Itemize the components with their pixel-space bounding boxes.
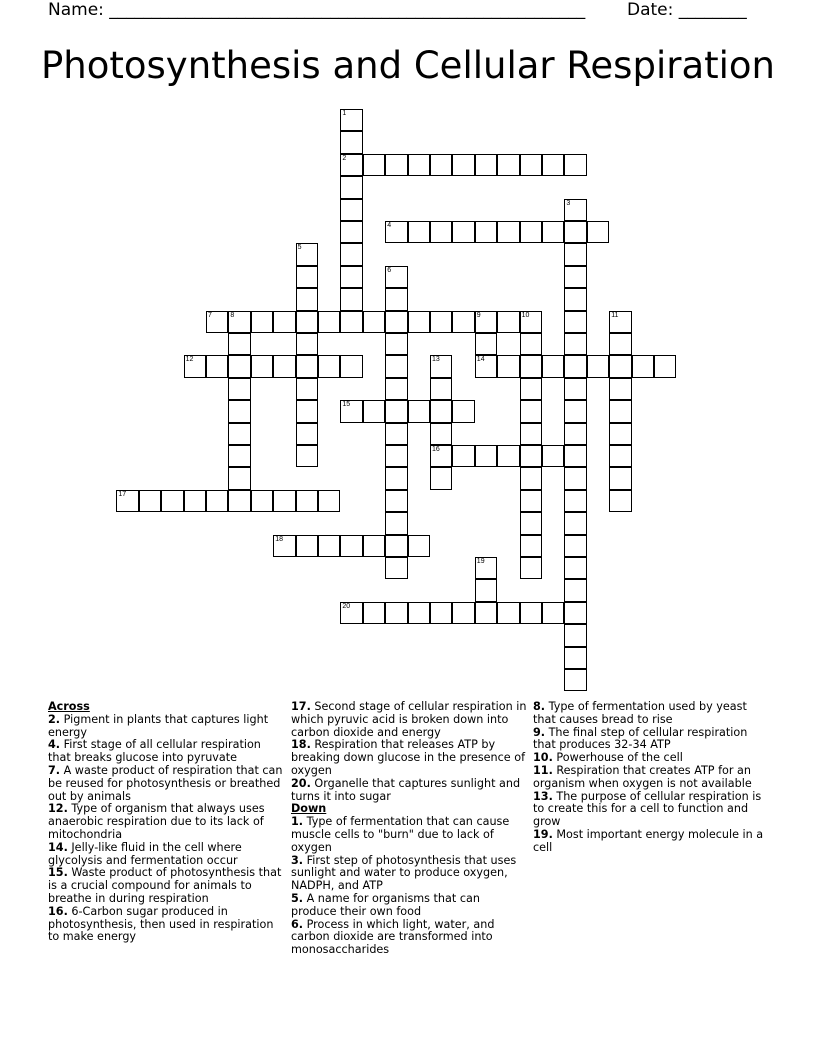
grid-cell[interactable] — [385, 445, 407, 467]
grid-cell[interactable] — [228, 333, 250, 355]
grid-cell[interactable] — [340, 535, 362, 557]
down-clue — [533, 765, 769, 791]
grid-cell[interactable] — [385, 333, 407, 355]
grid-cell[interactable] — [340, 266, 362, 288]
grid-cell[interactable] — [564, 355, 586, 377]
grid-cell[interactable] — [430, 602, 452, 624]
grid-cell[interactable] — [430, 355, 452, 377]
clue-text: Type of fermentation that can cause muscle cells to "burn" due to lack of oxygen — [291, 815, 510, 854]
grid-cell[interactable] — [609, 378, 631, 400]
grid-cell[interactable] — [475, 602, 497, 624]
grid-cell[interactable] — [430, 400, 452, 422]
grid-cell[interactable] — [542, 355, 564, 377]
across-clue — [291, 778, 527, 804]
grid-cell[interactable] — [475, 221, 497, 243]
grid-cell[interactable] — [340, 109, 362, 131]
grid-cell[interactable] — [296, 445, 318, 467]
down-clues-part2 — [533, 701, 769, 855]
clue-text: Jelly-like fluid in the cell where glycolysis and fermentation occur — [48, 840, 242, 867]
clue-number: 11 — [611, 311, 619, 319]
grid-cell[interactable] — [542, 602, 564, 624]
grid-cell[interactable] — [340, 400, 362, 422]
across-clue — [48, 842, 284, 868]
grid-cell[interactable] — [564, 154, 586, 176]
clue-number-label: 14. — [48, 840, 68, 854]
grid-cell[interactable] — [609, 400, 631, 422]
clue-number: 5 — [297, 244, 302, 252]
grid-cell[interactable] — [385, 490, 407, 512]
grid-cell[interactable] — [609, 467, 631, 489]
clues-column-2 — [291, 701, 527, 957]
across-clues-part1 — [48, 714, 284, 944]
grid-cell[interactable] — [609, 311, 631, 333]
grid-cell[interactable] — [363, 154, 385, 176]
grid-cell[interactable] — [564, 624, 586, 646]
clue-number-label: 11. — [533, 763, 553, 777]
grid-cell[interactable] — [340, 243, 362, 265]
grid-cell[interactable] — [296, 490, 318, 512]
clue-number: 15 — [342, 401, 351, 409]
grid-cell[interactable] — [408, 154, 430, 176]
across-clue — [291, 739, 527, 777]
grid-cell[interactable] — [520, 221, 542, 243]
grid-cell[interactable] — [520, 311, 542, 333]
grid-cell[interactable] — [363, 400, 385, 422]
grid-cell[interactable] — [475, 557, 497, 579]
clue-text: Organelle that captures sunlight and turns it into sugar — [291, 776, 521, 803]
grid-cell[interactable] — [340, 221, 362, 243]
grid-cell[interactable] — [430, 445, 452, 467]
across-clue — [48, 803, 284, 841]
grid-cell[interactable] — [564, 602, 586, 624]
clue-text: Type of organism that always uses anaerobic respiration due to its lack of mitochondria — [48, 802, 265, 841]
grid-cell[interactable] — [340, 154, 362, 176]
grid-cell[interactable] — [296, 355, 318, 377]
grid-cell[interactable] — [340, 311, 362, 333]
grid-cell[interactable] — [520, 490, 542, 512]
grid-cell[interactable] — [228, 378, 250, 400]
grid-cell[interactable] — [408, 602, 430, 624]
grid-cell[interactable] — [452, 400, 474, 422]
across-clue — [48, 765, 284, 803]
grid-cell[interactable] — [475, 311, 497, 333]
clue-number-label: 5. — [291, 891, 304, 905]
grid-cell[interactable] — [520, 333, 542, 355]
clue-number: 13 — [432, 356, 440, 364]
clue-number-label: 13. — [533, 789, 553, 803]
grid-cell[interactable] — [497, 445, 519, 467]
grid-cell[interactable] — [340, 602, 362, 624]
page-title: Photosynthesis and Cellular Respiration — [40, 44, 775, 87]
clue-number-label: 20. — [291, 776, 311, 790]
grid-cell[interactable] — [587, 221, 609, 243]
clue-number: 14 — [476, 356, 485, 364]
grid-cell[interactable] — [542, 445, 564, 467]
clue-text: Process in which light, water, and carbon dioxide are transformed into monosaccharides — [291, 917, 495, 957]
grid-cell[interactable] — [273, 490, 295, 512]
down-clue — [291, 919, 527, 957]
grid-cell[interactable] — [452, 602, 474, 624]
grid-cell[interactable] — [452, 311, 474, 333]
clue-number-label: 7. — [48, 763, 61, 777]
clue-text: A waste product of respiration that can be reused for photosynthesis or breathed out by animals — [48, 763, 283, 803]
across-clue — [48, 739, 284, 765]
clue-text: First step of photosynthesis that uses sunlight and water to produce oxygen, NADPH, and ATP — [291, 853, 517, 893]
clue-number-label: 4. — [48, 738, 61, 752]
grid-cell[interactable] — [385, 355, 407, 377]
clue-number: 16 — [432, 446, 440, 453]
clue-number-label: 9. — [533, 725, 546, 739]
clue-number-label: 2. — [48, 712, 61, 726]
grid-cell[interactable] — [408, 400, 430, 422]
grid-cell[interactable] — [228, 423, 250, 445]
grid-cell[interactable] — [564, 333, 586, 355]
grid-cell[interactable] — [520, 535, 542, 557]
grid-cell[interactable] — [564, 467, 586, 489]
clue-text: Respiration that releases ATP by breaking down glucose in the presence of oxygen — [291, 738, 526, 777]
grid-cell[interactable] — [497, 311, 519, 333]
across-clue — [48, 906, 284, 944]
across-clue — [291, 701, 527, 739]
grid-cell[interactable] — [452, 154, 474, 176]
down-clue — [291, 855, 527, 893]
grid-cell[interactable] — [430, 311, 452, 333]
clue-text: 6-Carbon sugar produced in photosynthesis, then used in respiration to make energy — [48, 904, 274, 944]
clue-text: Type of fermentation used by yeast that causes bread to rise — [533, 700, 747, 726]
clue-number: 7 — [208, 311, 212, 319]
grid-cell[interactable] — [385, 288, 407, 310]
grid-cell[interactable] — [609, 423, 631, 445]
grid-cell[interactable] — [296, 333, 318, 355]
clue-text: The purpose of cellular respiration is to create this for a cell to function and grow — [533, 789, 762, 829]
grid-cell[interactable] — [385, 423, 407, 445]
grid-cell[interactable] — [564, 669, 586, 691]
grid-cell[interactable] — [520, 445, 542, 467]
grid-cell[interactable] — [273, 311, 295, 333]
grid-cell[interactable] — [385, 467, 407, 489]
grid-cell[interactable] — [340, 176, 362, 198]
grid-cell[interactable] — [296, 535, 318, 557]
grid-cell[interactable] — [430, 423, 452, 445]
down-clue — [291, 816, 527, 854]
down-clue — [533, 829, 769, 855]
clue-number: 19 — [476, 558, 485, 565]
grid-cell[interactable] — [318, 490, 340, 512]
grid-cell[interactable] — [564, 243, 586, 265]
grid-cell[interactable] — [251, 355, 273, 377]
clues-column-1 — [48, 701, 284, 944]
grid-cell[interactable] — [520, 467, 542, 489]
down-clues-part1 — [291, 816, 527, 957]
clue-number: 10 — [521, 311, 530, 319]
grid-cell[interactable] — [385, 557, 407, 579]
grid-cell[interactable] — [273, 355, 295, 377]
grid-cell[interactable] — [273, 535, 295, 557]
clue-text: A name for organisms that can produce their own food — [291, 891, 480, 918]
clue-number-label: 3. — [291, 853, 304, 867]
grid-cell[interactable] — [564, 535, 586, 557]
grid-cell[interactable] — [609, 333, 631, 355]
grid-cell[interactable] — [385, 535, 407, 557]
clue-number: 3 — [566, 199, 571, 207]
grid-cell[interactable] — [475, 355, 497, 377]
clue-number: 2 — [342, 154, 347, 162]
name-line[interactable]: Name: ________________________________________________________ — [48, 0, 586, 20]
grid-cell[interactable] — [520, 557, 542, 579]
grid-cell[interactable] — [609, 490, 631, 512]
grid-cell[interactable] — [385, 154, 407, 176]
grid-cell[interactable] — [564, 266, 586, 288]
grid-cell[interactable] — [475, 579, 497, 601]
clue-number: 4 — [387, 222, 392, 229]
grid-cell[interactable] — [497, 154, 519, 176]
clue-number: 18 — [275, 535, 283, 543]
grid-cell[interactable] — [251, 490, 273, 512]
clue-text: Waste product of photosynthesis that is a crucial compound for animals to breathe in during respiration — [48, 866, 282, 905]
grid-cell[interactable] — [520, 423, 542, 445]
grid-cell[interactable] — [609, 355, 631, 377]
clue-number-label: 1. — [291, 815, 304, 829]
grid-cell[interactable] — [520, 378, 542, 400]
clue-number-label: 8. — [533, 700, 546, 713]
grid-cell[interactable] — [609, 445, 631, 467]
grid-cell[interactable] — [564, 378, 586, 400]
grid-cell[interactable] — [564, 221, 586, 243]
grid-cell[interactable] — [564, 557, 586, 579]
grid-cell[interactable] — [296, 311, 318, 333]
grid-cell[interactable] — [296, 400, 318, 422]
grid-cell[interactable] — [385, 400, 407, 422]
grid-cell[interactable] — [206, 490, 228, 512]
clue-number-label: 12. — [48, 802, 68, 816]
grid-cell[interactable] — [564, 423, 586, 445]
clue-number: 17 — [118, 490, 127, 498]
clue-number-label: 15. — [48, 866, 68, 880]
grid-cell[interactable] — [430, 154, 452, 176]
grid-cell[interactable] — [564, 512, 586, 534]
grid-cell[interactable] — [564, 400, 586, 422]
grid-cell[interactable] — [632, 355, 654, 377]
grid-cell[interactable] — [385, 512, 407, 534]
down-clue — [291, 893, 527, 919]
grid-cell[interactable] — [520, 602, 542, 624]
grid-cell[interactable] — [363, 602, 385, 624]
grid-cell[interactable] — [139, 490, 161, 512]
grid-cell[interactable] — [497, 602, 519, 624]
grid-cell[interactable] — [228, 445, 250, 467]
grid-cell[interactable] — [340, 131, 362, 153]
clue-number-label: 10. — [533, 751, 553, 765]
grid-cell[interactable] — [340, 199, 362, 221]
grid-cell[interactable] — [497, 221, 519, 243]
clue-number-label: 6. — [291, 917, 304, 931]
grid-cell[interactable] — [318, 311, 340, 333]
grid-cell[interactable] — [520, 512, 542, 534]
grid-cell[interactable] — [318, 535, 340, 557]
grid-cell[interactable] — [340, 355, 362, 377]
clue-number: 6 — [387, 266, 392, 274]
grid-cell[interactable] — [228, 467, 250, 489]
clue-text: Respiration that creates ATP for an organism when oxygen is not available — [533, 763, 752, 790]
grid-cell[interactable] — [385, 602, 407, 624]
grid-cell[interactable] — [654, 355, 676, 377]
grid-cell[interactable] — [408, 311, 430, 333]
across-clue — [48, 867, 284, 905]
across-heading: Across — [48, 700, 90, 713]
grid-cell[interactable] — [520, 154, 542, 176]
grid-cell[interactable] — [475, 333, 497, 355]
clue-number-label: 18. — [291, 738, 311, 752]
clue-number-label: 19. — [533, 827, 553, 841]
across-clue — [48, 714, 284, 740]
grid-cell[interactable] — [520, 400, 542, 422]
grid-cell[interactable] — [520, 355, 542, 377]
grid-cell[interactable] — [408, 221, 430, 243]
grid-cell[interactable] — [430, 467, 452, 489]
grid-cell[interactable] — [430, 378, 452, 400]
clue-text: Second stage of cellular respiration in which pyruvic acid is broken down into carbon dioxide and energy — [291, 700, 527, 739]
grid-cell[interactable] — [564, 490, 586, 512]
grid-cell[interactable] — [296, 423, 318, 445]
grid-cell[interactable] — [385, 221, 407, 243]
grid-cell[interactable] — [296, 378, 318, 400]
grid-cell[interactable] — [184, 490, 206, 512]
grid-cell[interactable] — [452, 221, 474, 243]
grid-cell[interactable] — [228, 490, 250, 512]
grid-cell[interactable] — [408, 535, 430, 557]
down-heading: Down — [291, 802, 327, 816]
grid-cell[interactable] — [385, 266, 407, 288]
grid-cell[interactable] — [564, 288, 586, 310]
grid-cell[interactable] — [385, 311, 407, 333]
grid-cell[interactable] — [363, 311, 385, 333]
grid-cell[interactable] — [497, 355, 519, 377]
grid-cell[interactable] — [587, 355, 609, 377]
across-clues-part2 — [291, 701, 527, 803]
grid-cell[interactable] — [564, 199, 586, 221]
clue-number: 9 — [476, 311, 481, 319]
grid-cell[interactable] — [184, 355, 206, 377]
clue-number: 8 — [230, 311, 235, 319]
clue-text: Pigment in plants that captures light energy — [48, 712, 269, 739]
clues-column-3 — [533, 701, 769, 855]
grid-cell[interactable] — [564, 647, 586, 669]
down-clue — [533, 791, 769, 829]
down-clue — [533, 701, 769, 727]
grid-cell[interactable] — [475, 445, 497, 467]
grid-cell[interactable] — [452, 445, 474, 467]
grid-cell[interactable] — [228, 355, 250, 377]
down-clue — [533, 727, 769, 753]
grid-cell[interactable] — [340, 288, 362, 310]
grid-cell[interactable] — [475, 154, 497, 176]
grid-cell[interactable] — [430, 221, 452, 243]
clue-number: 1 — [342, 110, 347, 117]
grid-cell[interactable] — [251, 311, 273, 333]
clue-number: 20 — [342, 602, 351, 610]
clue-text: Powerhouse of the cell — [552, 751, 683, 765]
clue-text: First stage of all cellular respiration that breaks glucose into pyruvate — [48, 738, 261, 765]
clue-text: Most important energy molecule in a cell — [533, 827, 764, 854]
grid-cell[interactable] — [542, 221, 564, 243]
grid-cell[interactable] — [318, 355, 340, 377]
grid-cell[interactable] — [385, 378, 407, 400]
grid-cell[interactable] — [542, 154, 564, 176]
date-line[interactable]: Date: ________ — [627, 0, 747, 20]
grid-cell[interactable] — [564, 579, 586, 601]
grid-cell[interactable] — [206, 355, 228, 377]
grid-cell[interactable] — [296, 243, 318, 265]
clue-number-label: 16. — [48, 904, 68, 918]
grid-cell[interactable] — [228, 400, 250, 422]
grid-cell[interactable] — [296, 266, 318, 288]
grid-cell[interactable] — [228, 311, 250, 333]
grid-cell[interactable] — [564, 311, 586, 333]
clue-text: The final step of cellular respiration that produces 32-34 ATP — [533, 725, 748, 752]
clue-number: 12 — [185, 356, 194, 364]
grid-cell[interactable] — [564, 445, 586, 467]
grid-cell[interactable] — [161, 490, 183, 512]
grid-cell[interactable] — [116, 490, 138, 512]
grid-cell[interactable] — [363, 535, 385, 557]
clue-number-label: 17. — [291, 700, 311, 713]
grid-cell[interactable] — [296, 288, 318, 310]
grid-cell[interactable] — [206, 311, 228, 333]
